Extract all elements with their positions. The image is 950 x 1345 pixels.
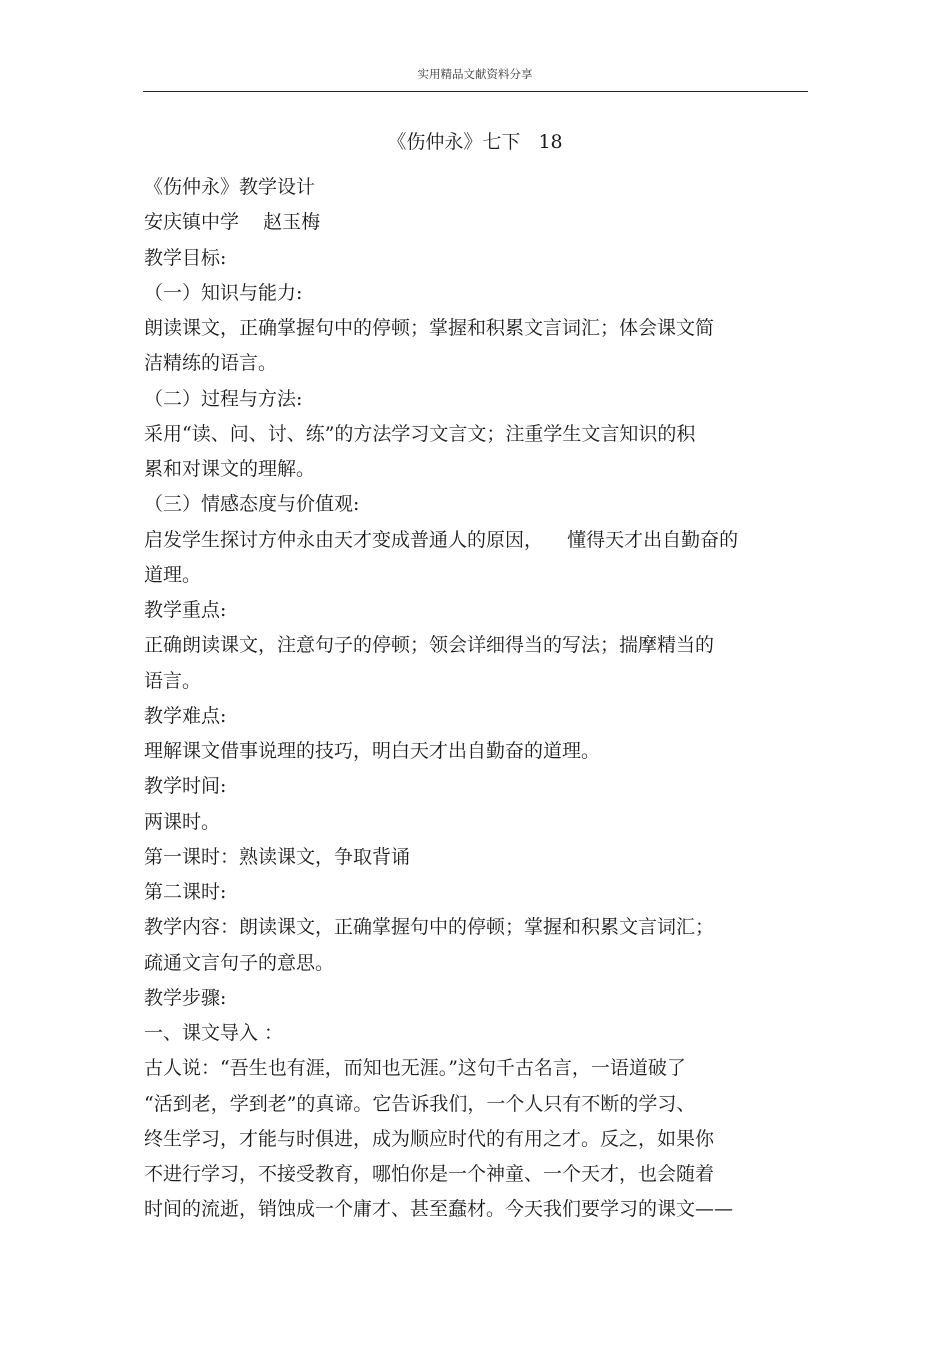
body-line: 教学时间:: [144, 775, 227, 798]
body-line: 教学内容：朗读课文，正确掌握句中的停顿；掌握和积累文言词汇；: [144, 916, 715, 939]
document-title: 《伤仲永》七下 18: [387, 131, 563, 153]
body-line: 正确朗读课文，注意句子的停顿；领会详细得当的写法；揣摩精当的: [144, 634, 715, 657]
body-line: 一、课文导入 ：: [144, 1022, 284, 1044]
body-line: 启发学生探讨方仲永由天才变成普通人的原因， 懂得天才出自勤奋的: [144, 528, 739, 551]
body-line: （一）知识与能力:: [144, 281, 303, 304]
body-line: 朗读课文，正确掌握句中的停顿；掌握和积累文言词汇；体会课文简: [144, 317, 715, 339]
body-line: 疏通文言句子的意思。: [144, 951, 335, 974]
document-body: [144, 170, 809, 1228]
body-line: 洁精练的语言。: [144, 352, 278, 375]
body-line: （三）情感态度与价值观:: [144, 493, 360, 516]
body-line: 理解课文借事说理的技巧，明白天才出自勤奋的道理。: [144, 740, 601, 762]
body-line: 第二课时:: [144, 881, 227, 903]
body-line: 终生学习，才能与时俱进，成为顺应时代的有用之才。反之，如果你: [144, 1127, 715, 1150]
body-line: “活到老，学到老”的真谛。它告诉我们，一个人只有不断的学习、: [144, 1092, 696, 1115]
body-line: 时间的流逝，销蚀成一个庸才、甚至蠢材。今天我们要学习的课文——: [144, 1198, 734, 1221]
body-line: 教学步骤:: [144, 986, 227, 1009]
body-line: 安庆镇中学 赵玉梅: [144, 211, 321, 234]
body-line: 采用“读、问、讨、练”的方法学习文言文；注重学生文言知识的积: [144, 422, 696, 445]
body-line: 语言。: [144, 669, 202, 692]
running-header: 实用精品文献资料分享: [417, 67, 533, 81]
body-line: 古人说：“吾生也有涯，而知也无涯。”这句千古名言，一语道破了: [144, 1057, 686, 1080]
body-line: 教学难点:: [144, 704, 227, 727]
header-divider: [143, 91, 808, 92]
body-line: 《伤仲永》教学设计: [144, 176, 316, 198]
body-line: 教学目标:: [144, 246, 227, 269]
body-line: 累和对课文的理解。: [144, 458, 316, 480]
body-line: 不进行学习，不接受教育，哪怕你是一个神童、一个天才，也会随着: [144, 1163, 715, 1185]
body-line: 两课时。: [144, 810, 221, 833]
body-line: 第一课时：熟读课文，争取背诵: [144, 845, 411, 868]
body-line: 教学重点:: [144, 599, 227, 621]
body-line: 道理。: [144, 563, 202, 586]
body-line: （二）过程与方法:: [144, 387, 303, 410]
